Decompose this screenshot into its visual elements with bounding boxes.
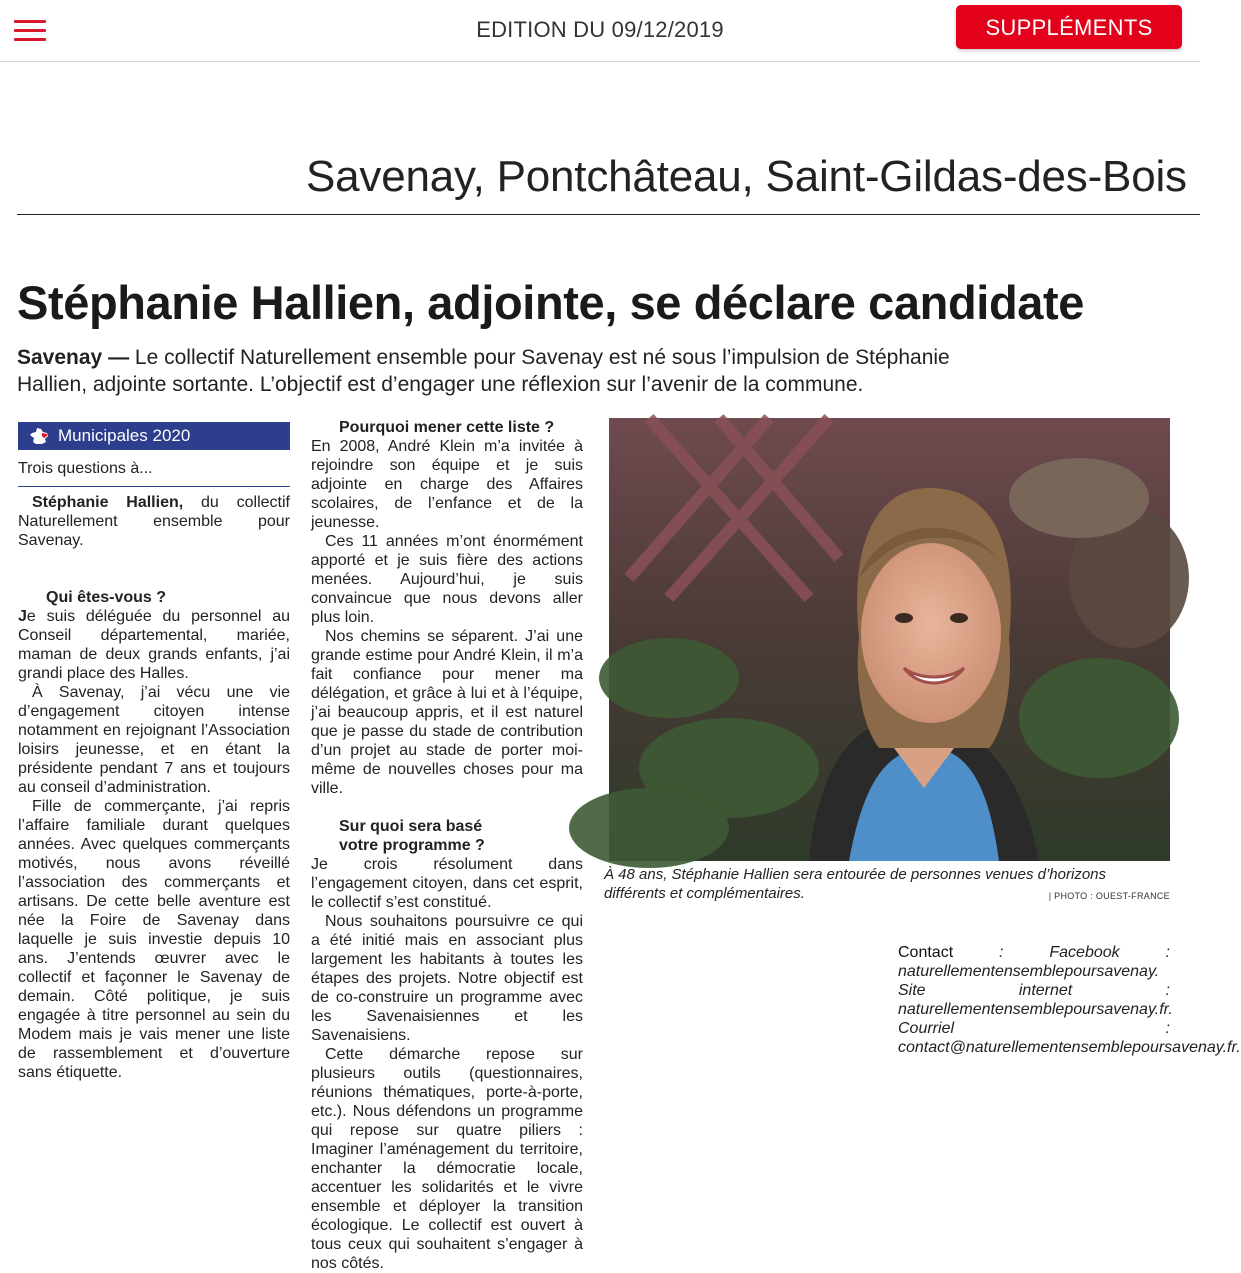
france-map-icon [28, 427, 50, 445]
rubric-banner [18, 422, 290, 450]
answer-3-p2: Nous souhaitons poursuivre ce qui a été initié mais en associant plus largement les habitants à toutes les étapes des projets. Notre objectif est de co-construire un programme avec les Savenaisiennes et les Savenaisiens. [311, 913, 583, 1044]
intro-text: du collectif Naturellement ensemble pour Savenay. [18, 494, 291, 549]
question-1: Qui êtes-vous ? [46, 589, 167, 606]
column-1 [18, 493, 290, 1082]
article-photo [609, 418, 1170, 861]
lead-text: Le collectif Naturellement ensemble pour Savenay est né sous l’impulsion de Stéphanie Hallien, adjointe sortante. L’objectif est d’engager une réflexion sur l’avenir de la commune. [17, 346, 950, 396]
contact-label: Contact [898, 944, 954, 961]
answer-3-p3: Cette démarche repose sur plusieurs outils (questionnaires, réunions thématiques, porte-à-porte, etc.). Nous défendons un programme qui repose sur quatre piliers : Imaginer l’aménagement du territoire, enchanter la démocratie locale, accentuer les solidarités et le vivre ensemble et déployer la transition écologique. Le collectif est ouvert à tous ceux qui souhaitent s’engager à nos côtés. [311, 1046, 583, 1272]
photo-credit: | PHOTO : OUEST-FRANCE [1048, 891, 1170, 901]
article-lead [17, 344, 1017, 398]
top-bar [0, 0, 1200, 62]
dropcap: J [18, 608, 27, 625]
contact-block [898, 943, 1241, 1057]
rubric-label: Municipales 2020 [58, 426, 191, 445]
question-3-line-2: votre programme ? [339, 837, 485, 854]
region-title: Savenay, Pontchâteau, Saint-Gildas-des-Bois [306, 152, 1187, 201]
article-headline: Stéphanie Hallien, adjointe, se déclare candidate [17, 276, 1084, 329]
lead-location: Savenay — [17, 346, 130, 369]
answer-2-p3: Nos chemins se séparent. J’ai une grande estime pour André Klein, il m’a fait confiance pour mener ma délégation, et grâce à lui et à l’équipe, j’ai beaucoup appris, et il est naturel que je passe du stade de contribution d’un projet au stade de porter moi-même de nouvelles choses pour ma ville. [311, 628, 583, 797]
answer-1-p2: À Savenay, j’ai vécu une vie d’engagement citoyen intense notamment en rejoignant l’Association loisirs jeunesse, et en étant la présidente pendant 7 ans et toujours au conseil d’administration. [18, 684, 290, 796]
question-3-line-1: Sur quoi sera basé [339, 818, 483, 835]
answer-3-p1: Je crois résolument dans l’engagement citoyen, dans cet esprit, le collectif s’est constitué. [311, 856, 583, 911]
portrait-illustration [609, 418, 1170, 861]
column-2 [311, 418, 583, 1272]
answer-2-p1: En 2008, André Klein m’a invitée à rejoindre son équipe et je suis adjointe en charge des Affaires scolaires, de l’enfance et de la jeunesse. [311, 438, 583, 531]
subrubric-divider [18, 486, 290, 487]
answer-1-p3: Fille de commerçante, j’ai repris l’affaire familiale durant quelques années. Avec quelques commerçants motivés, nous avons réveillé l’association des commerçants et artisans. De cette belle aventure est née la Foire de Savenay dans laquelle je suis investie depuis 10 ans. J’entends œuvrer avec le collectif et façonner le Savenay de demain. Côté politique, je suis engagée à titre personnel au sein du Modem mais je vais mener une liste de rassemblement et d’ouverture sans étiquette. [18, 798, 290, 1081]
supplements-button[interactable]: SUPPLÉMENTS [956, 5, 1182, 49]
photo-caption: À 48 ans, Stéphanie Hallien sera entourée de personnes venues d’horizons différents et complémentaires. [604, 866, 1107, 902]
question-2: Pourquoi mener cette liste ? [339, 419, 555, 436]
intro-name: Stéphanie Hallien, [32, 494, 184, 511]
subrubric: Trois questions à... [18, 460, 153, 477]
region-divider [17, 214, 1200, 215]
contact-text: : Facebook : naturellementensemblepoursavenay. Site internet : naturellementensemblepoursavenay.fr. Courriel : contact@naturellementensemblepoursavenay.fr. [898, 944, 1241, 1056]
answer-2-p2: Ces 11 années m’ont énormément apporté et je suis fière des actions menées. Aujourd’hui, je suis convaincue que nous devons aller plus loin. [311, 533, 583, 626]
edition-date: EDITION DU 09/12/2019 [476, 17, 724, 42]
answer-1-p1: e suis déléguée du personnel au Conseil départemental, mariée, maman de deux grands enfants, j’ai grandi place des Halles. [18, 608, 290, 682]
